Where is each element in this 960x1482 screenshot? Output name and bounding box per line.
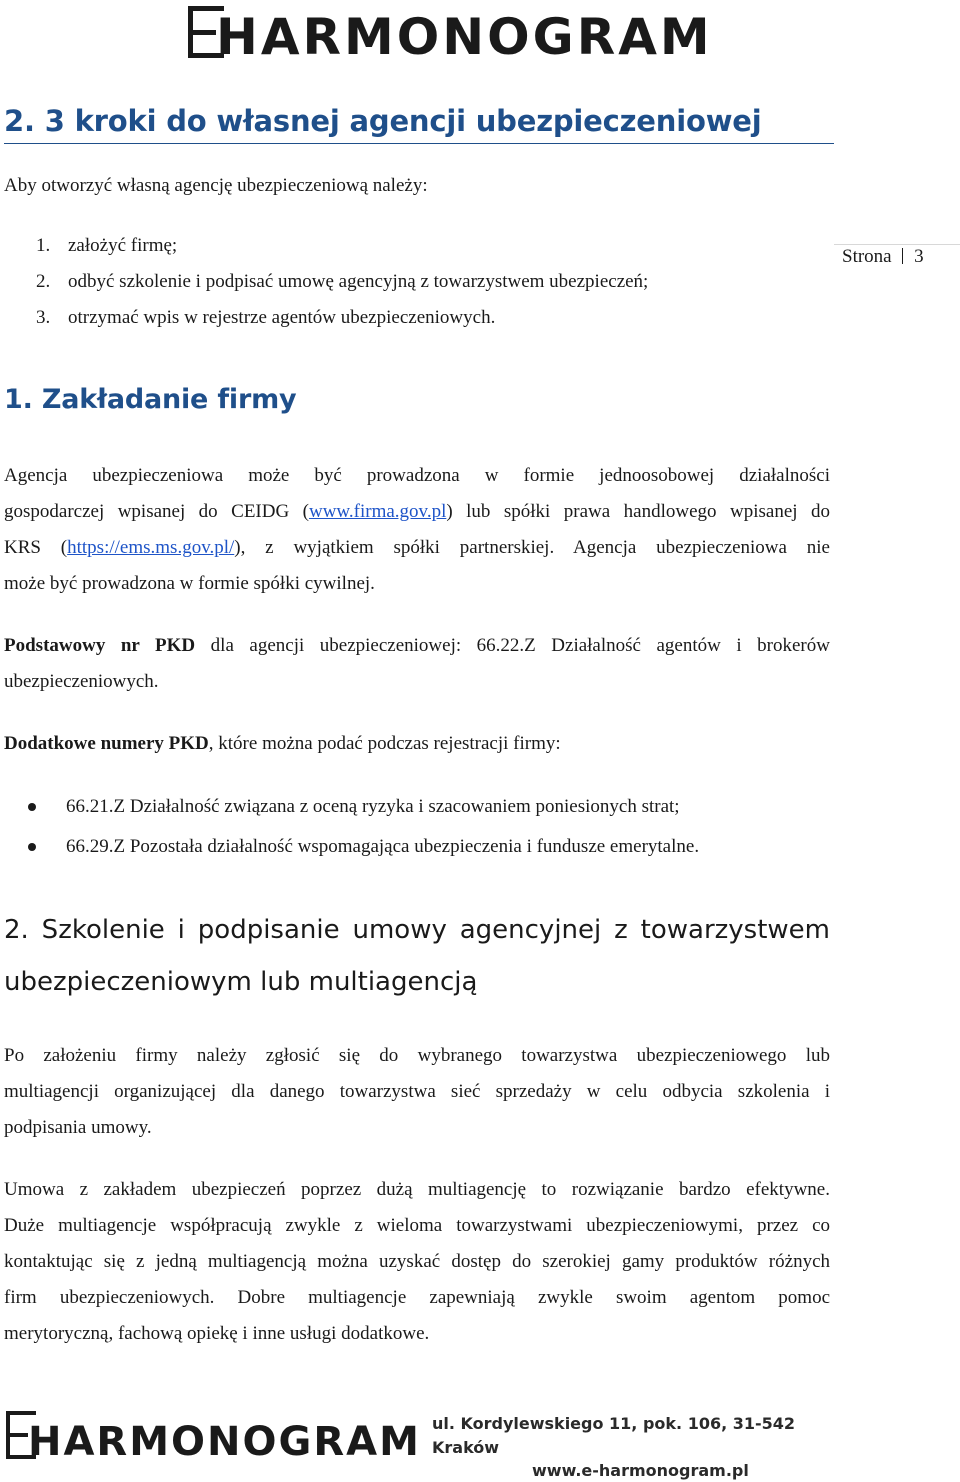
list-item: 2. odbyć szkolenie i podpisać umowę agencyjną z towarzystwem ubezpieczeń; <box>36 271 649 292</box>
footer-logo <box>4 1408 421 1465</box>
section1-heading: 1. Zakładanie firmy <box>4 384 297 415</box>
list-item: 1. założyć firmę; <box>36 235 178 256</box>
steps-list <box>36 228 648 336</box>
list-item: 66.29.Z Pozostała działalność wspomagająca ubezpieczenia i fundusze emerytalne. <box>4 827 699 867</box>
list-item: 3. otrzymać wpis w rejestrze agentów ubezpieczeniowych. <box>36 307 496 328</box>
list-item: 66.21.Z Działalność związana z oceną ryzyka i szacowaniem poniesionych strat; <box>4 787 699 827</box>
ceidg-link[interactable]: www.firma.gov.pl <box>308 501 447 522</box>
page-title: 2. 3 kroki do własnej agencji ubezpieczeniowej <box>4 104 762 138</box>
bullet-icon <box>28 803 36 811</box>
logo-text: HARMONOGRAM <box>28 1419 421 1465</box>
header-logo <box>186 4 713 66</box>
title-underline <box>4 143 834 144</box>
page-number-separator <box>902 248 903 264</box>
intro-text: Aby otworzyć własną agencję ubezpieczeniową należy: <box>4 175 428 196</box>
page-number-rule <box>834 244 960 245</box>
additional-pkd-text: Dodatkowe numery PKD, które można podać podczas rejestracji firmy: <box>4 733 561 754</box>
pkd-paragraph: Podstawowy nr PKD dla agencji ubezpieczeniowej: 66.22.Z Działalność agentów i brokerów ubezpieczeniowych. <box>4 635 830 692</box>
pkd-bullet-list <box>4 787 699 867</box>
section1-paragraph: Agencja ubezpieczeniowa może być prowadzona w formie jednoosobowej działalności gospodarczej wpisanej do CEIDG (www.firma.gov.pl) lub spółki prawa handlowego wpisanej do KRS (https://ems.ms.gov.pl/), z wyjątkiem spółki partnerskiej. Agencja ubezpieczeniowa nie może być prowadzona w formie spółki cywilnej. <box>4 465 830 594</box>
harmonogram-logo-icon <box>186 4 713 66</box>
page-number: Strona 3 <box>842 246 924 267</box>
logo-text: HARMONOGRAM <box>216 8 713 66</box>
footer-url[interactable]: www.e-harmonogram.pl <box>532 1461 749 1480</box>
section2-heading: 2. Szkolenie i podpisanie umowy agencyjnej z towarzystwem ubezpieczeniowym lub multiagencją <box>4 915 830 997</box>
footer-contact <box>432 1412 812 1480</box>
bullet-icon <box>28 843 36 851</box>
section2-paragraph-2: Umowa z zakładem ubezpieczeń poprzez dużą multiagencję to rozwiązanie bardzo efektywne. Duże multiagencje współpracują zwykle z wieloma towarzystwami ubezpieczeniowymi, przez co kontaktując się z jedną multiagencją można uzyskać dostęp do szerokiej gamy produktów różnych firm ubezpieczeniowych. Dobre multiagencje zapewniają zwykle swoim agentom pomoc merytoryczną, fachową opiekę i inne usługi dodatkowe. <box>4 1179 830 1344</box>
harmonogram-logo-icon <box>4 1408 421 1465</box>
krs-link[interactable]: https://ems.ms.gov.pl/ <box>67 537 235 558</box>
section2-paragraph-1: Po założeniu firmy należy zgłosić się do wybranego towarzystwa ubezpieczeniowego lub multiagencji organizującej dla danego towarzystwa sieć sprzedaży w celu odbycia szkolenia i podpisania umowy. <box>4 1045 830 1138</box>
footer-address: ul. Kordylewskiego 11, pok. 106, 31-542 Kraków <box>432 1414 796 1457</box>
